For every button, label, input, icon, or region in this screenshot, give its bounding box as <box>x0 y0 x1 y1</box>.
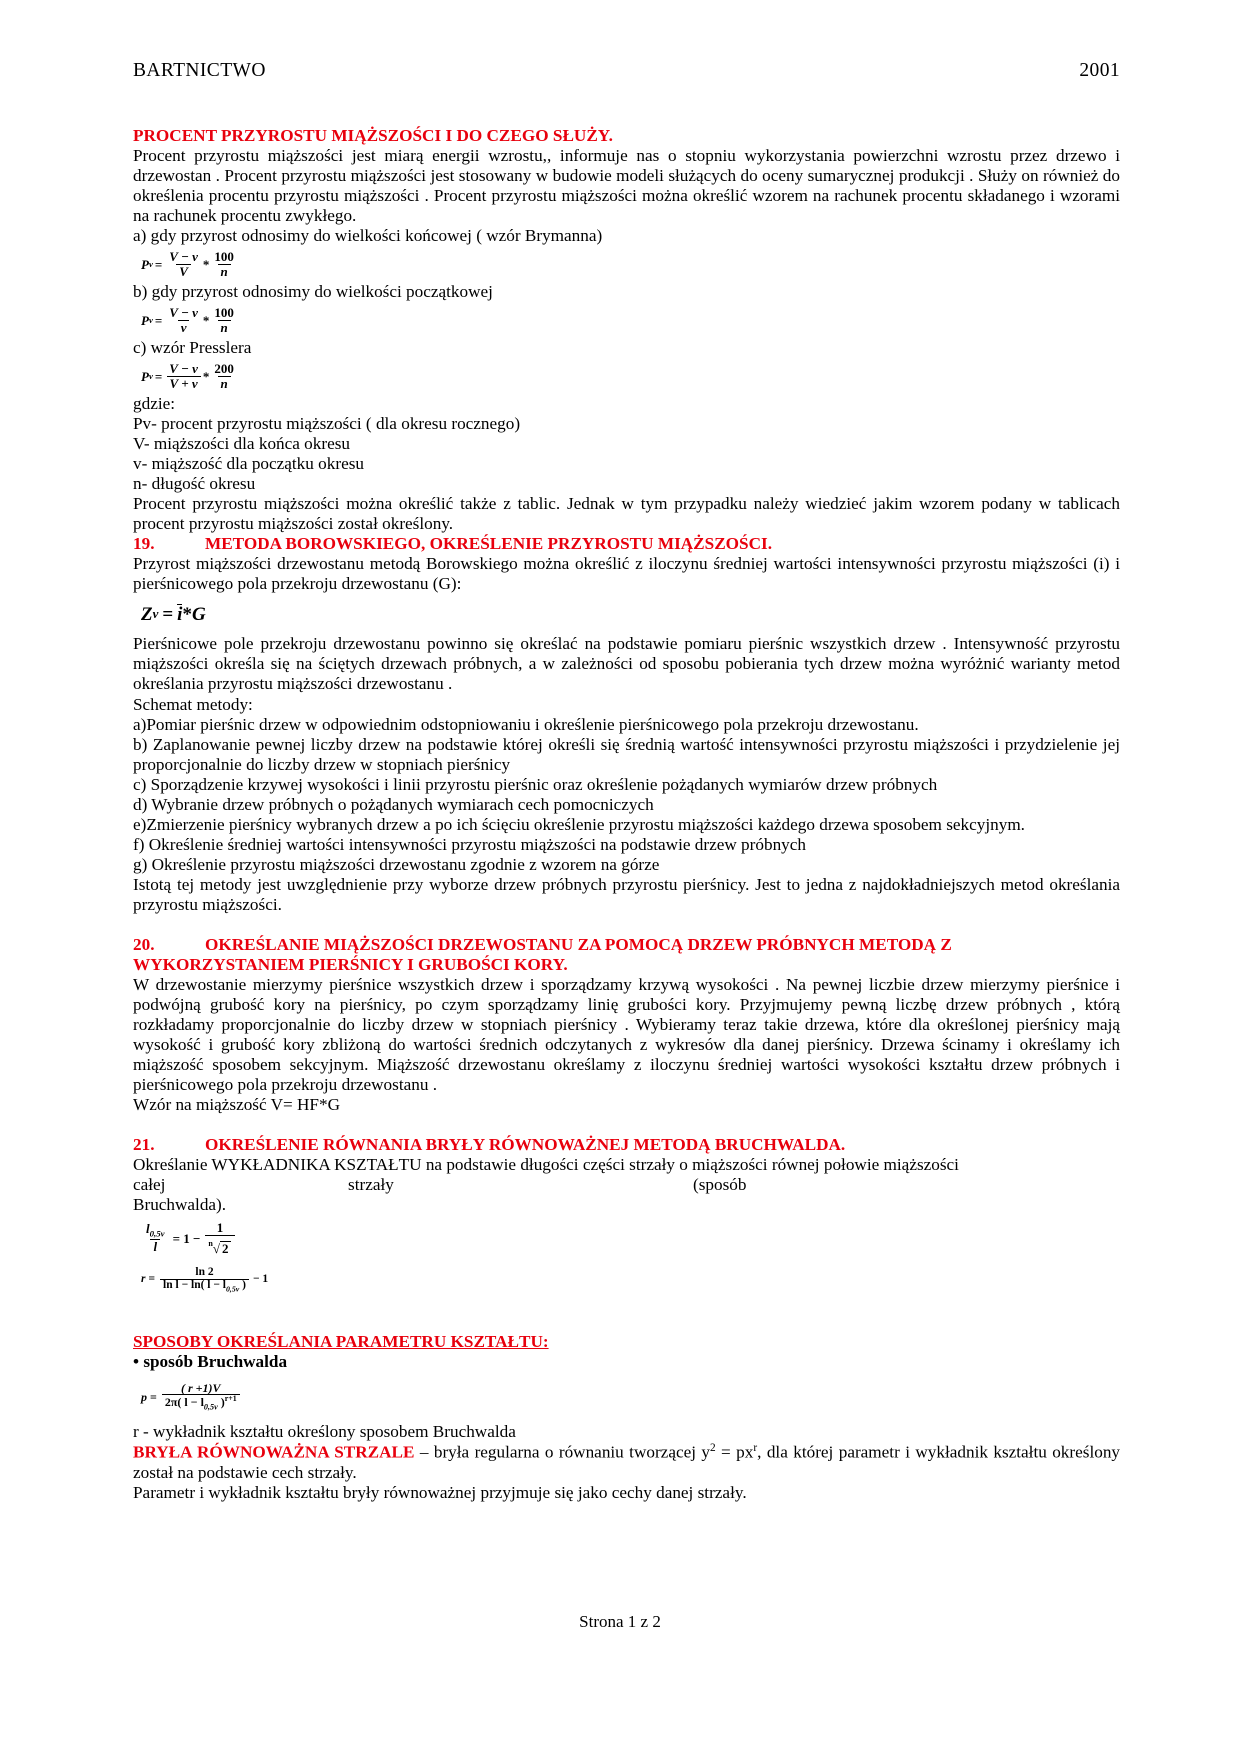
list-item-c: c) wzór Presslera <box>133 338 252 358</box>
heading-20-number: 20. <box>133 934 155 954</box>
paragraph-20-body: W drzewostanie mierzymy pierśnice wszystkich drzew i sporządzamy krzywą wysokości . Na pewnej liczbie drzew mierzymy pierśnice i podwójną grubość kory na pierśnicy, po czym sporządzamy linię grubości kory. Przyjmujemy pewną liczbę drzew próbnych , którą rozkładamy proporcjonalnie do liczby drzew w stopniach pierśnicy . Wybieramy teraz takie drzewa, które dla określonej pierśnicy mają wysokość i grubość kory zbliżoną do wartości średnich odczytanych z wykresów dla danej pierśnicy. Drzewa ścinamy i określamy ich miąższość sposobem sekcyjnym. Miąższość drzewostanu określamy z iloczynu średniej wartości wysokości kształtu drzew próbnych i pierśnicowego pola przekroju drzewostanu . <box>133 974 1120 1094</box>
formula-zv-eq: = <box>162 603 174 625</box>
bryla-sup-1: 2 <box>709 1442 716 1455</box>
formula-p-den-sub: 0,5v <box>203 1402 218 1412</box>
formula-c-op: * <box>202 368 210 384</box>
formula21-2-den-end: ) <box>239 1278 246 1291</box>
paragraph-19-pierśnicowe: Pierśnicowe pole przekroju drzewostanu powinno się określać na podstawie pomiaru pierśnic wszystkich drzew . Intensywność przyrostu miąższości określa się na ściętych drzewach próbnych, a w zależności od sposobu pobierania tych drzew można wyróżnić warianty metod określania przyrostu miąższości drzewostanu . <box>133 634 1120 694</box>
formula-pressler: P v = $\frac{V - v}{V + v}$ * $\frac{200}{n}$ <box>141 361 1120 391</box>
paragraph-19-intro: Przyrost miąższości drzewostanu metodą Borowskiego można określić z iloczynu średniej wartości intensywności przyrostu miąższości (i) i pierśnicowego pola przekroju drzewostanu (G): <box>133 554 1120 594</box>
document-year: 2001 <box>1079 60 1120 81</box>
step-f: f) Określenie średniej wartości intensywności przyrostu miąższości na podstawie drzew próbnych <box>133 834 806 854</box>
heading-sposoby-parametru: SPOSOBY OKREŚLANIA PARAMETRU KSZTAŁTU: <box>133 1332 549 1352</box>
formula-p-num: ( r +1)V <box>181 1380 221 1395</box>
heading-19-text: METODA BOROWSKIEGO, OKREŚLENIE PRZYROSTU MIĄŻSZOŚCI. <box>205 534 772 554</box>
formula21-2-lhs: r <box>141 1273 146 1286</box>
paragraph-21-line2-strzaly: strzały <box>348 1174 394 1194</box>
formula-zv <box>141 597 1120 631</box>
formula-a-num2: 100 <box>214 249 234 265</box>
bryla-text-3: , dla której parametr i wykładnik kształtu określony został na podstawie cech strzały. <box>133 1442 1121 1482</box>
bullet-sposob-bruchwalda: • sposób Bruchwalda <box>133 1351 288 1371</box>
list-item-b: b) gdy przyrost odnosimy do wielkości początkowej <box>133 282 493 302</box>
formula-p-eq: = <box>150 1390 157 1404</box>
page-header <box>133 60 1120 82</box>
formula-zv-lhs-sub: v <box>152 605 159 621</box>
formula-c-lhs: P <box>141 368 149 384</box>
heading-procent-przyrostu: PROCENT PRZYROSTU MIĄŻSZOŚCI I DO CZEGO SŁUŻY. <box>133 126 613 145</box>
formula-poczatkowa: P v = $\frac{V - v}{v}$ * $\frac{100}{n}$ <box>141 305 1120 335</box>
heading-section-19 <box>133 534 1120 554</box>
formula-b-den1: v <box>178 320 190 335</box>
formula21-1-den: l <box>150 1239 160 1254</box>
formula-wykladnik-ksztaltu: $\frac{l_{0,5v}}{l}$ = 1 − 1 n √ 2 <box>141 1218 1120 1258</box>
heading-21-text: OKREŚLENIE RÓWNANIA BRYŁY RÓWNOWAŻNEJ METODĄ BRUCHWALDA. <box>205 1134 846 1154</box>
formula21-1-frac-num: 1 <box>216 1220 224 1235</box>
paragraph-21-line3: Bruchwalda). <box>133 1194 227 1214</box>
step-b: b) Zaplanowanie pewnej liczby drzew na podstawie której określi się średnią wartość intensywności przyrostu miąższości i przydzielenie jej proporcjonalnie do liczby drzew w stopniach pierśnicy <box>133 734 1120 774</box>
formula-b-den2: n <box>218 320 231 335</box>
paragraph-21-line1: Określanie WYKŁADNIKA KSZTAŁTU na podstawie długości części strzały o miąższości równej połowie miąższości <box>133 1154 959 1174</box>
heading-21-number: 21. <box>133 1134 155 1154</box>
paragraph-21-line2-calej: całej <box>133 1174 166 1194</box>
heading-20-text-line1: OKREŚLANIE MIĄŻSZOŚCI DRZEWOSTANU ZA POMOCĄ DRZEW PRÓBNYCH METODĄ Z <box>205 934 952 954</box>
formula-b-num1: V − v <box>169 305 198 321</box>
formula-c-num1: V − v <box>169 361 198 377</box>
definition-pv: Pv- procent przyrostu miąższości ( dla okresu rocznego) <box>133 414 521 434</box>
formula-b-num2: 100 <box>214 305 234 321</box>
formula21-2-num: ln 2 <box>195 1265 214 1278</box>
heading-section-21 <box>133 1135 1120 1155</box>
step-d: d) Wybranie drzew próbnych o pożądanych wymiarach cech pomocniczych <box>133 794 654 814</box>
page-number-label: Strona 1 z 2 <box>579 1612 661 1631</box>
paragraph-procent-intro: Procent przyrostu miąższości jest miarą energii wzrostu,, informuje nas o stopniu wykorzystania powierzchni wzrostu przez drzewo i drzewostan . Procent przyrostu miąższości jest stosowany w budowie modeli służących do oceny sumarycznej produkcji . Służy on również do określenia procentu przyrostu miąższości . Procent przyrostu miąższości można określić wzorem na rachunek procentu składanego i wzorami na rachunek procentu zwykłego. <box>133 145 1120 226</box>
formula-a-lhs-sub: v <box>148 258 153 269</box>
heading-20-text-line2: WYKORZYSTANIEM PIERŚNICY I GRUBOŚCI KORY. <box>133 954 568 974</box>
formula-zv-g: G <box>191 603 206 625</box>
formula-c-num2: 200 <box>214 361 234 377</box>
formula-a-op: * <box>202 256 210 272</box>
step-a: a)Pomiar pierśnic drzew w odpowiednim odstopniowaniu i określenie pierśnicowego pola przekroju drzewostanu. <box>133 714 919 734</box>
bryla-text-1: – bryła regularna o równaniu tworzącej y <box>414 1442 710 1462</box>
paragraph-21-line2 <box>133 1175 1120 1195</box>
formula-b-op: * <box>202 312 210 328</box>
formula21-1-num-sub: 0,5v <box>149 1228 165 1239</box>
definition-v-lower: v- miąższość dla początku okresu <box>133 454 364 474</box>
paragraph-r-description: r - wykładnik kształtu określony sposobem Bruchwalda <box>133 1422 516 1441</box>
label-bryla-rownowazna: BRYŁA RÓWNOWAŻNA STRZALE <box>133 1442 415 1462</box>
step-g: g) Określenie przyrostu miąższości drzewostanu zgodnie z wzorem na górze <box>133 854 660 874</box>
formula-a-den1: V <box>176 264 191 279</box>
formula-a-den2: n <box>218 264 231 279</box>
definition-n: n- długość okresu <box>133 474 256 494</box>
formula21-2-den-sub: 0,5v <box>226 1284 240 1294</box>
label-schemat-metody: Schemat metody: <box>133 694 253 714</box>
step-c: c) Sporządzenie krzywej wysokości i linii przyrostu pierśnic oraz określenie pożądanych wymiarów drzew próbnych <box>133 774 938 794</box>
formula-c-den2: n <box>218 376 231 391</box>
formula-p-lhs: p <box>141 1390 147 1404</box>
paragraph-bryla-rownowazna <box>133 1442 1120 1483</box>
paragraph-20-formula-line: Wzór na miąższość V= HF*G <box>133 1094 340 1114</box>
formula-p-den-pre: 2π( l − l <box>164 1395 204 1410</box>
definition-v-upper: V- miąższości dla końca okresu <box>133 434 351 454</box>
formula-p-den-exp: r+1 <box>224 1394 237 1404</box>
formula-a-num1: V − v <box>169 249 198 265</box>
document-title: BARTNICTWO <box>133 60 266 81</box>
formula21-2-eq: = <box>148 1273 156 1286</box>
formula-zv-op: * <box>182 603 192 625</box>
formula-c-den1: V + v <box>167 376 201 391</box>
bryla-text-2: = px <box>715 1442 754 1462</box>
formula21-1-root-index: n <box>208 1238 213 1248</box>
formula-p-bruchwald <box>141 1375 1120 1419</box>
paragraph-final: Parametr i wykładnik kształtu bryły równoważnej przyjmuje się jako cechy danej strzały. <box>133 1482 747 1502</box>
heading-19-number: 19. <box>133 534 155 554</box>
formula-b-lhs: P <box>141 312 149 328</box>
label-gdzie: gdzie: <box>133 394 175 414</box>
formula21-2-tail: − 1 <box>252 1273 269 1286</box>
formula-brymann: P v = $\frac{V - v}{V}$ * $\frac{100}{n}$ <box>141 249 1120 279</box>
page-footer <box>0 1612 1240 1632</box>
heading-section-20 <box>133 935 1120 975</box>
formula-b-lhs-sub: v <box>148 314 153 325</box>
formula-zv-lhs: Z <box>141 603 153 625</box>
paragraph-19-closing: Istotą tej metody jest uwzględnienie przy wyborze drzew próbnych przyrostu pierśnicy. Jest to jedna z najdokładniejszych metod określania przyrostu miąższości. <box>133 874 1120 914</box>
formula-r-bruchwald <box>141 1261 1120 1299</box>
formula-c-lhs-sub: v <box>148 370 153 381</box>
formula21-1-root-body: 2 <box>222 1240 229 1256</box>
formula-zv-i-bar: i <box>177 604 183 626</box>
formula21-1-num: l <box>146 1221 150 1237</box>
paragraph-procent-closing: Procent przyrostu miąższości można określić także z tablic. Jednak w tym przypadku należy wiedzieć jakim wzorem podany w tablicach procent przyrostu miąższości został określony. <box>133 494 1120 534</box>
bryla-sup-2: r <box>753 1442 758 1455</box>
step-e: e)Zmierzenie pierśnicy wybranych drzew a po ich ścięciu określenie przyrostu miąższości każdego drzewa sposobem sekcyjnym. <box>133 814 1025 834</box>
paragraph-21-line2-sposob: (sposób <box>693 1174 747 1194</box>
formula-a-lhs: P <box>141 256 149 272</box>
formula-p-den-post: ) <box>217 1395 225 1410</box>
formula21-2-den: ln l − ln( l − l <box>163 1278 226 1291</box>
list-item-a: a) gdy przyrost odnosimy do wielkości końcowej ( wzór Brymanna) <box>133 226 603 246</box>
formula21-1-eq: = 1 − <box>172 1230 201 1246</box>
